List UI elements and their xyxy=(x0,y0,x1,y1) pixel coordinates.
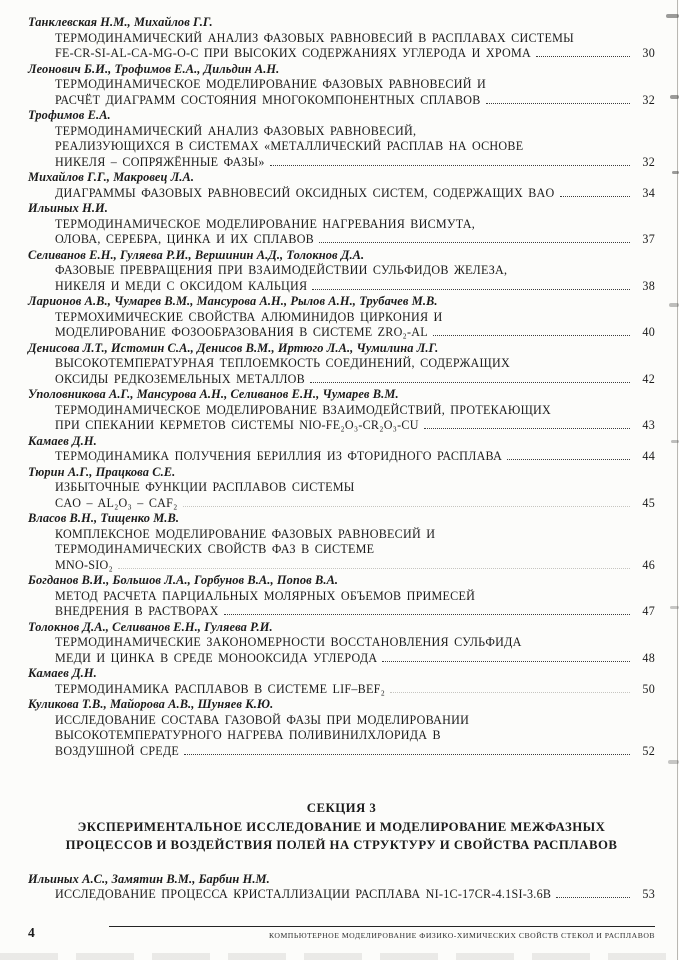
toc-entry-title-text: ДИАГРАММЫ ФАЗОВЫХ РАВНОВЕСИЙ ОКСИДНЫХ СИСТЕМ, СОДЕРЖАЩИХ BAO xyxy=(55,185,555,200)
toc-entry-authors: Богданов В.И., Большов Л.А., Горбунов В.А., Попов В.А. xyxy=(28,573,339,587)
section-heading-kicker: СЕКЦИЯ 3 xyxy=(306,801,377,815)
toc-entry xyxy=(28,434,655,465)
toc-entry-title-line xyxy=(28,325,655,341)
toc-entry-title-line xyxy=(28,682,655,698)
dotted-leader xyxy=(507,459,630,460)
dotted-leader xyxy=(319,242,630,243)
toc-entry-title-line xyxy=(28,651,655,667)
toc-entry xyxy=(28,697,655,759)
toc-entry-title-line: РЕАЛИЗУЮЩИХСЯ В СИСТЕМАХ «МЕТАЛЛИЧЕСКИЙ РАСПЛАВ НА ОСНОВЕ xyxy=(55,139,524,153)
dotted-leader xyxy=(270,165,630,166)
toc-entry-title-line xyxy=(28,496,655,512)
toc-entry-page-number: 34 xyxy=(642,185,655,200)
toc-entry-authors: Уполовникова А.Г., Мансурова А.Н., Селиванов Е.Н., Чумарев В.М. xyxy=(28,387,399,401)
toc-entry-title-text: НИКЕЛЯ – СОПРЯЖЁННЫЕ ФАЗЫ» xyxy=(55,154,265,169)
toc-entry-title-line: ТЕРМОДИНАМИЧЕСКОЕ МОДЕЛИРОВАНИЕ ВЗАИМОДЕЙСТВИЙ, ПРОТЕКАЮЩИХ xyxy=(55,402,552,417)
toc-entry-authors: Камаев Д.Н. xyxy=(28,666,97,680)
toc-entry-authors: Куликова Т.В., Майорова А.В., Шуняев К.Ю. xyxy=(28,697,274,711)
dotted-leader xyxy=(390,692,630,693)
toc-entry-title-line xyxy=(28,93,655,109)
dotted-leader xyxy=(224,614,630,615)
toc-entry-authors: Леонович Б.И., Трофимов Е.А., Дильдин А.Н. xyxy=(28,61,280,76)
toc-entry-title-line xyxy=(28,186,655,202)
toc-entry-title-line xyxy=(28,744,655,760)
toc-entry-title-text: FE-CR-SI-AL-CA-MG-O-C ПРИ ВЫСОКИХ СОДЕРЖАНИЯХ УГЛЕРОДА И ХРОМА xyxy=(55,46,531,60)
toc-entry-title-line: ТЕРМОДИНАМИЧЕСКИЕ ЗАКОНОМЕРНОСТИ ВОССТАНОВЛЕНИЯ СУЛЬФИДА xyxy=(55,635,522,649)
scan-artifact xyxy=(668,760,679,764)
toc-entry-title-text: НИКЕЛЯ И МЕДИ С ОКСИДОМ КАЛЬЦИЯ xyxy=(55,278,308,293)
dotted-leader xyxy=(183,506,630,507)
toc-entry-title-text: ВОЗДУШНОЙ СРЕДЕ xyxy=(55,743,180,758)
section-heading-line2: ПРОЦЕССОВ И ВОЗДЕЙСТВИЯ ПОЛЕЙ НА СТРУКТУРУ И СВОЙСТВА РАСПЛАВОВ xyxy=(65,838,618,852)
dotted-leader xyxy=(560,196,631,197)
scan-artifact xyxy=(671,440,679,443)
toc-entry-page-number: 50 xyxy=(642,681,655,696)
dotted-leader xyxy=(312,289,630,290)
dotted-leader xyxy=(424,428,630,429)
toc-entry-page-number: 47 xyxy=(642,604,655,618)
toc-entry xyxy=(28,666,655,697)
toc-entry-title-line: ТЕРМОДИНАМИЧЕСКИЙ АНАЛИЗ ФАЗОВЫХ РАВНОВЕСИЙ В РАСПЛАВАХ СИСТЕМЫ xyxy=(55,30,574,45)
dotted-leader xyxy=(556,897,630,898)
toc-entry xyxy=(28,62,655,109)
toc-entry-title-line xyxy=(28,887,655,903)
toc-entry-title-text: РАСЧЁТ ДИАГРАММ СОСТОЯНИЯ МНОГОКОМПОНЕНТНЫХ СПЛАВОВ xyxy=(55,92,481,107)
toc-entry-title-line: ТЕРМОДИНАМИЧЕСКИЙ АНАЛИЗ ФАЗОВЫХ РАВНОВЕСИЙ, xyxy=(55,123,417,138)
toc-entry-page-number: 48 xyxy=(642,650,655,665)
toc-entry-authors: Ильиных Н.И. xyxy=(28,201,108,215)
toc-entry-authors: Ильиных А.С., Замятин В.М., Барбин Н.М. xyxy=(28,871,270,886)
toc-entry xyxy=(28,341,655,388)
toc-entry-authors: Власов В.Н., Тищенко М.В. xyxy=(28,511,180,525)
toc-entry-title-line xyxy=(28,155,655,171)
toc-entry-authors: Михайлов Г.Г., Макровец Л.А. xyxy=(28,170,195,184)
toc-entry-title-line: ТЕРМОДИНАМИЧЕСКОЕ МОДЕЛИРОВАНИЕ ФАЗОВЫХ РАВНОВЕСИЙ И xyxy=(55,77,486,91)
page-footer xyxy=(28,926,655,940)
toc-entry-page-number: 38 xyxy=(642,278,655,293)
toc-entry-page-number: 53 xyxy=(642,887,655,901)
dotted-leader xyxy=(433,335,630,336)
toc-entry xyxy=(28,294,655,341)
toc-entry-authors: Танклевская Н.М., Михайлов Г.Г. xyxy=(28,15,213,29)
toc-entry xyxy=(28,872,655,903)
toc-entry-title-line: ФАЗОВЫЕ ПРЕВРАЩЕНИЯ ПРИ ВЗАИМОДЕЙСТВИИ СУЛЬФИДОВ ЖЕЛЕЗА, xyxy=(55,263,508,277)
toc-entry-title-line xyxy=(28,449,655,465)
toc-entry-page-number: 30 xyxy=(642,46,655,60)
toc-entry xyxy=(28,170,655,201)
toc-entry-title-text: ВНЕДРЕНИЯ В РАСТВОРАХ xyxy=(55,604,219,618)
toc-entry-page-number: 52 xyxy=(642,743,655,758)
toc-entry-title-line: ТЕРМОХИМИЧЕСКИЕ СВОЙСТВА АЛЮМИНИДОВ ЦИРКОНИЯ И xyxy=(55,309,443,324)
running-title: КОМПЬЮТЕРНОЕ МОДЕЛИРОВАНИЕ ФИЗИКО-ХИМИЧЕСКИХ СВОЙСТВ СТЕКОЛ И РАСПЛАВОВ xyxy=(109,926,655,940)
toc-entry xyxy=(28,108,655,170)
dotted-leader xyxy=(118,568,630,569)
toc-entry-authors: Селиванов Е.Н., Гуляева Р.И., Вершинин А.Д., Толокнов Д.А. xyxy=(28,247,365,262)
scan-artifact xyxy=(670,606,679,609)
toc-entry-title-line xyxy=(28,232,655,248)
dotted-leader xyxy=(184,754,630,755)
dotted-leader xyxy=(310,382,630,383)
toc-entry xyxy=(28,201,655,248)
toc-entry-title-text: MNO-SIO₂ xyxy=(55,557,113,572)
toc-entry xyxy=(28,248,655,295)
toc-entry xyxy=(28,387,655,434)
toc-list xyxy=(28,15,655,759)
toc-entry-title-line: МЕТОД РАСЧЕТА ПАРЦИАЛЬНЫХ МОЛЯРНЫХ ОБЪЕМОВ ПРИМЕСЕЙ xyxy=(55,588,476,603)
toc-entry xyxy=(28,620,655,667)
toc-entry-title-text: МОДЕЛИРОВАНИЕ ФОЗООБРАЗОВАНИЯ В СИСТЕМЕ ZRO₂-AL xyxy=(55,325,428,339)
scan-artifact xyxy=(669,303,679,307)
toc-entry-page-number: 32 xyxy=(642,92,655,107)
toc-entry-page-number: 40 xyxy=(642,325,655,339)
toc-entry-title-line: ИССЛЕДОВАНИЕ СОСТАВА ГАЗОВОЙ ФАЗЫ ПРИ МОДЕЛИРОВАНИИ xyxy=(55,712,470,727)
scan-edge-line xyxy=(677,0,678,960)
toc-entry-title-text: ОЛОВА, СЕРЕБРА, ЦИНКА И ИХ СПЛАВОВ xyxy=(55,232,314,246)
toc-entry-page-number: 44 xyxy=(642,449,655,463)
section-heading-line1: ЭКСПЕРИМЕНТАЛЬНОЕ ИССЛЕДОВАНИЕ И МОДЕЛИРОВАНИЕ МЕЖФАЗНЫХ xyxy=(77,819,606,834)
section3-toc-list xyxy=(28,872,655,903)
toc-entry-title-text: ИССЛЕДОВАНИЕ ПРОЦЕССА КРИСТАЛЛИЗАЦИИ РАСПЛАВА NI-1C-17CR-4.1SI-3.6B xyxy=(55,887,552,901)
toc-entry-authors: Толокнов Д.А., Селиванов Е.Н., Гуляева Р.И. xyxy=(28,619,273,634)
toc-entry xyxy=(28,465,655,512)
toc-entry-title-line xyxy=(28,604,655,620)
toc-entry-page-number: 45 xyxy=(642,495,655,510)
folio-page-number: 4 xyxy=(28,925,35,940)
toc-entry-authors: Камаев Д.Н. xyxy=(28,433,97,448)
scan-artifact xyxy=(672,171,679,174)
toc-entry-title-text: ТЕРМОДИНАМИКА РАСПЛАВОВ В СИСТЕМЕ LIF–BEF₂ xyxy=(55,681,386,696)
toc-entry-title-line xyxy=(28,418,655,434)
dotted-leader xyxy=(486,103,630,104)
toc-entry-title-line xyxy=(28,558,655,574)
toc-entry-title-line: ИЗБЫТОЧНЫЕ ФУНКЦИИ РАСПЛАВОВ СИСТЕМЫ xyxy=(55,480,355,494)
toc-entry-page-number: 43 xyxy=(642,418,655,432)
toc-entry-title-text: CAO – AL₂O₃ – CAF₂ xyxy=(55,495,178,510)
toc-entry-authors: Тюрин А.Г., Працкова С.Е. xyxy=(28,464,176,479)
scan-artifact xyxy=(666,14,679,18)
toc-entry-title-line xyxy=(28,372,655,388)
toc-entry-page-number: 46 xyxy=(642,557,655,572)
toc-entry-page-number: 37 xyxy=(642,232,655,246)
toc-entry-authors: Трофимов Е.А. xyxy=(28,108,111,122)
toc-entry-page-number: 42 xyxy=(642,371,655,386)
toc-entry-title-text: ТЕРМОДИНАМИКА ПОЛУЧЕНИЯ БЕРИЛЛИЯ ИЗ ФТОРИДНОГО РАСПЛАВА xyxy=(55,449,503,463)
dotted-leader xyxy=(536,56,630,57)
toc-entry xyxy=(28,511,655,573)
toc-entry-title-line: ТЕРМОДИНАМИЧЕСКОЕ МОДЕЛИРОВАНИЕ НАГРЕВАНИЯ ВИСМУТА, xyxy=(55,216,476,231)
toc-entry-title-line: КОМПЛЕКСНОЕ МОДЕЛИРОВАНИЕ ФАЗОВЫХ РАВНОВЕСИЙ И xyxy=(55,526,436,541)
scan-bottom-streaks xyxy=(0,953,679,960)
toc-entry-authors: Ларионов А.В., Чумарев В.М., Мансурова А.Н., Рылов А.Н., Трубачев М.В. xyxy=(28,294,438,308)
toc-entry-authors: Денисова Л.Т., Истомин С.А., Денисов В.М., Иртюго Л.А., Чумилина Л.Г. xyxy=(28,340,439,355)
toc-entry-title-line: ВЫСОКОТЕМПЕРАТУРНОГО НАГРЕВА ПОЛИВИНИЛХЛОРИДА В xyxy=(55,728,441,742)
toc-entry-title-text: ОКСИДЫ РЕДКОЗЕМЕЛЬНЫХ МЕТАЛЛОВ xyxy=(55,371,305,386)
scan-artifact xyxy=(670,95,679,99)
toc-entry-title-line xyxy=(28,279,655,295)
toc-entry-title-text: МЕДИ И ЦИНКА В СРЕДЕ МОНООКСИДА УГЛЕРОДА xyxy=(55,650,378,665)
section-heading xyxy=(28,799,655,855)
toc-entry-page-number: 32 xyxy=(642,154,655,169)
dotted-leader xyxy=(382,661,630,662)
toc-entry-title-line: ВЫСОКОТЕМПЕРАТУРНАЯ ТЕПЛОЕМКОСТЬ СОЕДИНЕНИЙ, СОДЕРЖАЩИХ xyxy=(55,356,510,370)
toc-entry xyxy=(28,573,655,620)
toc-entry-title-line xyxy=(28,46,655,62)
toc-entry-title-text: ПРИ СПЕКАНИИ КЕРМЕТОВ СИСТЕМЫ NIO-FE₂O₃-CR₂O₃-CU xyxy=(55,418,419,432)
toc-entry-title-line: ТЕРМОДИНАМИЧЕСКИХ СВОЙСТВ ФАЗ В СИСТЕМЕ xyxy=(55,542,375,556)
toc-entry xyxy=(28,15,655,62)
